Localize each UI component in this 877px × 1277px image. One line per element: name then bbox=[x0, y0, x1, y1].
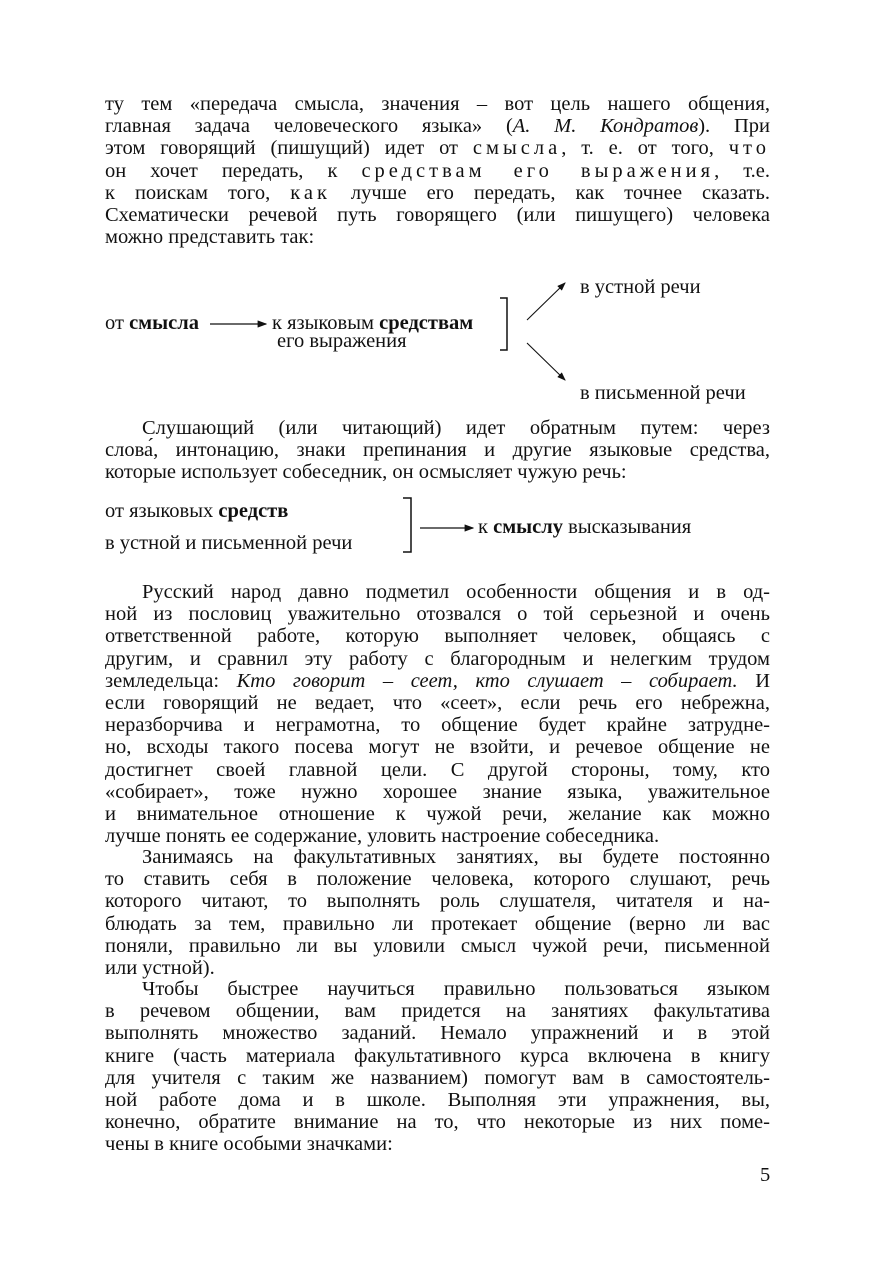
diagram1-from-bold: смысла bbox=[129, 312, 199, 334]
text-segment: и внимательное отношение к чужой речи, желание как можно bbox=[105, 802, 770, 825]
text-segment: он хочет передать, к bbox=[105, 159, 362, 182]
diagram1-bracket bbox=[500, 298, 507, 350]
italic-text: А. М. Кондратов bbox=[512, 115, 699, 138]
text-segment: но, всходы такого посева могут не взойти, и речевое общение не bbox=[105, 736, 770, 759]
text-segment: Слушающий (или читающий) идет обратным путем: через bbox=[142, 417, 770, 439]
text-segment: достигнет своей главной цели. С другой стороны, тому, кто bbox=[105, 758, 770, 781]
spaced-emphasis-text: как bbox=[290, 181, 331, 204]
diagram2-target-bold: смыслу bbox=[493, 516, 564, 538]
text-segment: конечно, обратите внимание на то, что некоторые из них поме- bbox=[105, 1111, 770, 1134]
text-segment: для учителя с таким же названием) помогут вам в самостоятель- bbox=[105, 1066, 770, 1089]
text-segment: или устной). bbox=[105, 956, 215, 979]
text-segment: ответственной работе, которую выполняет человек, общаясь с bbox=[105, 625, 770, 648]
diagram1-to-bold: средствам bbox=[379, 312, 474, 334]
page-number: 5 bbox=[760, 1164, 771, 1186]
spaced-emphasis-text: что bbox=[728, 137, 770, 160]
diagram2-line1-bold: средств bbox=[218, 500, 289, 522]
diagram1-from-prefix: от bbox=[105, 312, 130, 334]
diagram1-branch-written: в письменной речи bbox=[580, 382, 746, 404]
text-segment: в речевом общении, вам придется на занятиях факультатива bbox=[105, 1000, 770, 1023]
text-segment: слова́, интонацию, знаки препинания и другие языковые средства, bbox=[105, 439, 770, 462]
text-segment: другим, и сравнил эту работу с благородным и нелегким трудом bbox=[105, 647, 770, 670]
italic-text: Кто говорит – сеет, кто слушает – собирает. bbox=[236, 669, 738, 692]
diagram2-line2: в устной и письменной речи bbox=[105, 532, 353, 554]
text-segment: И bbox=[737, 669, 771, 692]
text-segment: неразборчива и неграмотна, то общение будет крайне затрудне- bbox=[105, 714, 770, 737]
diagram1-branch-oral: в устной речи bbox=[580, 276, 701, 298]
text-segment: можно представить так: bbox=[105, 226, 315, 249]
text-segment: Русский народ давно подметил особенности общения и в од- bbox=[142, 581, 770, 603]
text-segment: которые использует собеседник, он осмысляет чужую речь: bbox=[105, 461, 627, 484]
text-segment: ту тем «передача смысла, значения – вот цель нашего общения, bbox=[105, 93, 770, 115]
text-segment: этом говорящий (пишущий) идет от bbox=[105, 137, 473, 160]
text-segment: поняли, правильно ли вы уловили смысл чужой речи, письменной bbox=[105, 934, 770, 957]
text-segment: Чтобы быстрее научиться правильно пользоваться языком bbox=[142, 978, 770, 1000]
text-segment: ). При bbox=[698, 115, 770, 138]
diagram1-to-prefix: к языковым bbox=[272, 312, 380, 334]
text-segment: , т. е. от того, bbox=[561, 137, 729, 160]
text-segment: ной из пословиц уважительно отозвался о той серьезной и очень bbox=[105, 603, 770, 626]
text-segment: если говорящий не ведает, что «сеет», если речь его небрежна, bbox=[105, 691, 770, 714]
diagram1-to-line2: его выражения bbox=[277, 330, 407, 352]
text-segment: чены в книге особыми значками: bbox=[105, 1133, 393, 1156]
text-segment: главная задача человеческого языка» ( bbox=[105, 115, 513, 138]
diagram1-arrow-down-icon bbox=[527, 343, 565, 380]
text-segment: книге (часть материала факультативного курса включена в книгу bbox=[105, 1044, 770, 1067]
text-segment: выполнять множество заданий. Немало упражнений и в этой bbox=[105, 1022, 770, 1045]
text-segment: , т.е. bbox=[714, 159, 770, 182]
text-segment: лучше его передать, как точнее сказать. bbox=[330, 181, 770, 204]
text-segment: Занимаясь на факультативных занятиях, вы будете постоянно bbox=[142, 846, 770, 868]
text-segment: к поискам того, bbox=[105, 181, 291, 204]
diagram2-bracket bbox=[403, 498, 411, 552]
text-segment: ной работе дома и в школе. Выполняя эти упражнения, вы, bbox=[105, 1088, 770, 1111]
diagram1-arrow-up-icon bbox=[527, 283, 565, 320]
text-segment: «собирает», тоже нужно хорошее знание языка, уважительное bbox=[105, 780, 770, 803]
spaced-emphasis-text: средствам его выражения bbox=[361, 159, 715, 182]
diagram2-line1-prefix: от языковых bbox=[105, 500, 219, 522]
text-segment: Схематически речевой путь говорящего (или пишущего) человека bbox=[105, 203, 770, 226]
spaced-emphasis-text: смысла bbox=[472, 137, 562, 160]
text-segment: земледельца: bbox=[105, 669, 237, 692]
text-segment: которого читают, то выполнять роль слушателя, читателя и на- bbox=[105, 890, 770, 913]
text-segment: то ставить себя в положение человека, которого слушают, речь bbox=[105, 868, 770, 891]
diagram2-target-prefix: к bbox=[478, 516, 494, 538]
text-segment: блюдать за тем, правильно ли протекает общение (верно ли вас bbox=[105, 912, 770, 935]
text-segment: лучше понять ее содержание, уловить настроение собеседника. bbox=[105, 825, 660, 848]
diagram2-target-suffix: высказывания bbox=[563, 516, 692, 538]
